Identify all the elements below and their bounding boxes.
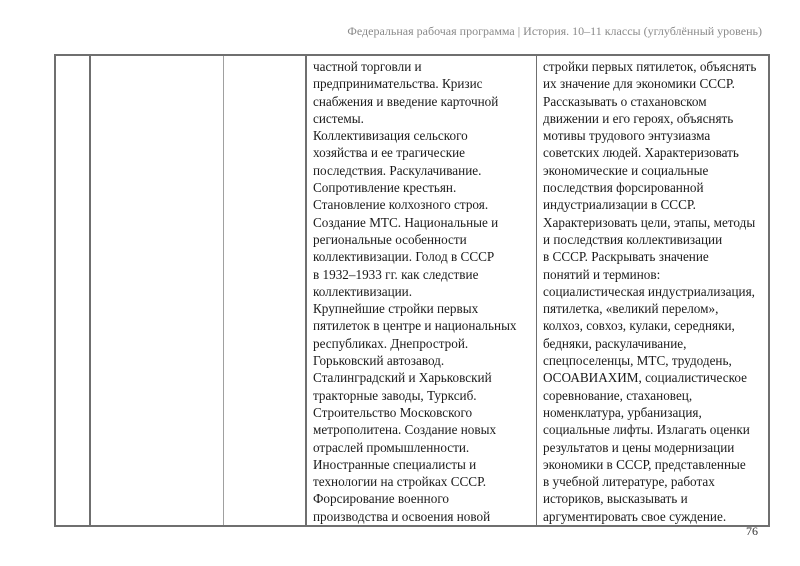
text-line: социальные лифты. Излагать оценки: [543, 422, 750, 438]
text-line: пятилетка, «великий перелом»,: [543, 301, 719, 317]
text-line: Иностранные специалисты и: [313, 456, 477, 472]
text-line: коллективизации. Голод в СССР: [313, 249, 495, 265]
cell-activities: [537, 55, 770, 526]
text-line: Создание МТС. Национальные и: [313, 214, 499, 230]
cell-number: [55, 55, 90, 526]
text-line: метрополитена. Создание новых: [313, 422, 497, 438]
text-line: аргументировать свое суждение.: [543, 508, 727, 524]
text-line: коллективизации.: [313, 283, 413, 299]
text-line: системы.: [313, 110, 364, 126]
text-line: экономические и социальные: [543, 162, 709, 178]
text-line: результатов и цены модернизации: [543, 439, 735, 455]
text-line: экономики в СССР, представленные: [543, 456, 746, 472]
text-line: мотивы трудового энтузиазма: [543, 128, 711, 144]
cell-hours: [224, 55, 307, 526]
activities-text: [537, 56, 768, 525]
running-header: Федеральная рабочая программа | История. 10–11 классы (углублённый уровень): [347, 24, 762, 38]
table-row: [55, 55, 769, 526]
text-line: колхоз, совхоз, кулаки, середняки,: [543, 318, 735, 334]
text-line: Строительство Московского: [313, 404, 473, 420]
text-line: в учебной литературе, работах: [543, 474, 715, 490]
text-line: соревнование, стахановец,: [543, 387, 693, 403]
text-line: в 1932–1933 гг. как следствие: [313, 266, 479, 282]
text-line: предпринимательства. Кризис: [313, 76, 483, 92]
text-line: и последствия коллективизации: [543, 231, 723, 247]
text-line: хозяйства и ее трагические: [313, 145, 466, 161]
text-line: социалистическая индустриализация,: [543, 283, 755, 299]
text-line: понятий и терминов:: [543, 266, 661, 282]
text-line: Коллективизация сельского: [313, 128, 468, 144]
text-line: ОСОАВИАХИМ, социалистическое: [543, 370, 747, 386]
text-line: историков, высказывать и: [543, 491, 688, 507]
text-line: снабжения и введение карточной: [313, 93, 499, 109]
text-line: в СССР. Раскрывать значение: [543, 249, 709, 265]
content-text: [307, 56, 536, 525]
text-line: последствия форсированной: [543, 180, 704, 196]
page-number: 76: [746, 524, 758, 538]
text-line: стройки первых пятилеток, объяснять: [543, 59, 757, 74]
text-line: номенклатура, урбанизация,: [543, 404, 702, 420]
text-line: Сопротивление крестьян.: [313, 180, 457, 196]
text-line: тракторные заводы, Турксиб.: [313, 387, 477, 403]
text-line: индустриализации в СССР.: [543, 197, 696, 213]
text-line: движении и его героях, объяснять: [543, 110, 734, 126]
text-line: Крупнейшие стройки первых: [313, 301, 479, 317]
text-line: советских людей. Характеризовать: [543, 145, 739, 161]
text-line: бедняки, раскулачивание,: [543, 335, 687, 351]
cell-content: [306, 55, 537, 526]
text-line: их значение для экономики СССР.: [543, 76, 735, 92]
text-line: отраслей промышленности.: [313, 439, 470, 455]
text-line: Форсирование военного: [313, 491, 450, 507]
text-line: спецпоселенцы, МТС, трудодень,: [543, 353, 732, 369]
text-line: Сталинградский и Харьковский: [313, 370, 492, 386]
text-line: республиках. Днепрострой.: [313, 335, 469, 351]
text-line: технологии на стройках СССР.: [313, 474, 487, 490]
text-line: пятилеток в центре и национальных: [313, 318, 517, 334]
curriculum-table: [54, 54, 770, 527]
text-line: Становление колхозного строя.: [313, 197, 489, 213]
text-line: последствия. Раскулачивание.: [313, 162, 482, 178]
text-line: Характеризовать цели, этапы, методы: [543, 214, 756, 230]
text-line: региональные особенности: [313, 231, 467, 247]
text-line: производства и освоения новой: [313, 508, 491, 524]
text-line: частной торговли и: [313, 59, 422, 74]
text-line: Горьковский автозавод.: [313, 353, 445, 369]
cell-topic: [90, 55, 224, 526]
text-line: Рассказывать о стахановском: [543, 93, 707, 109]
